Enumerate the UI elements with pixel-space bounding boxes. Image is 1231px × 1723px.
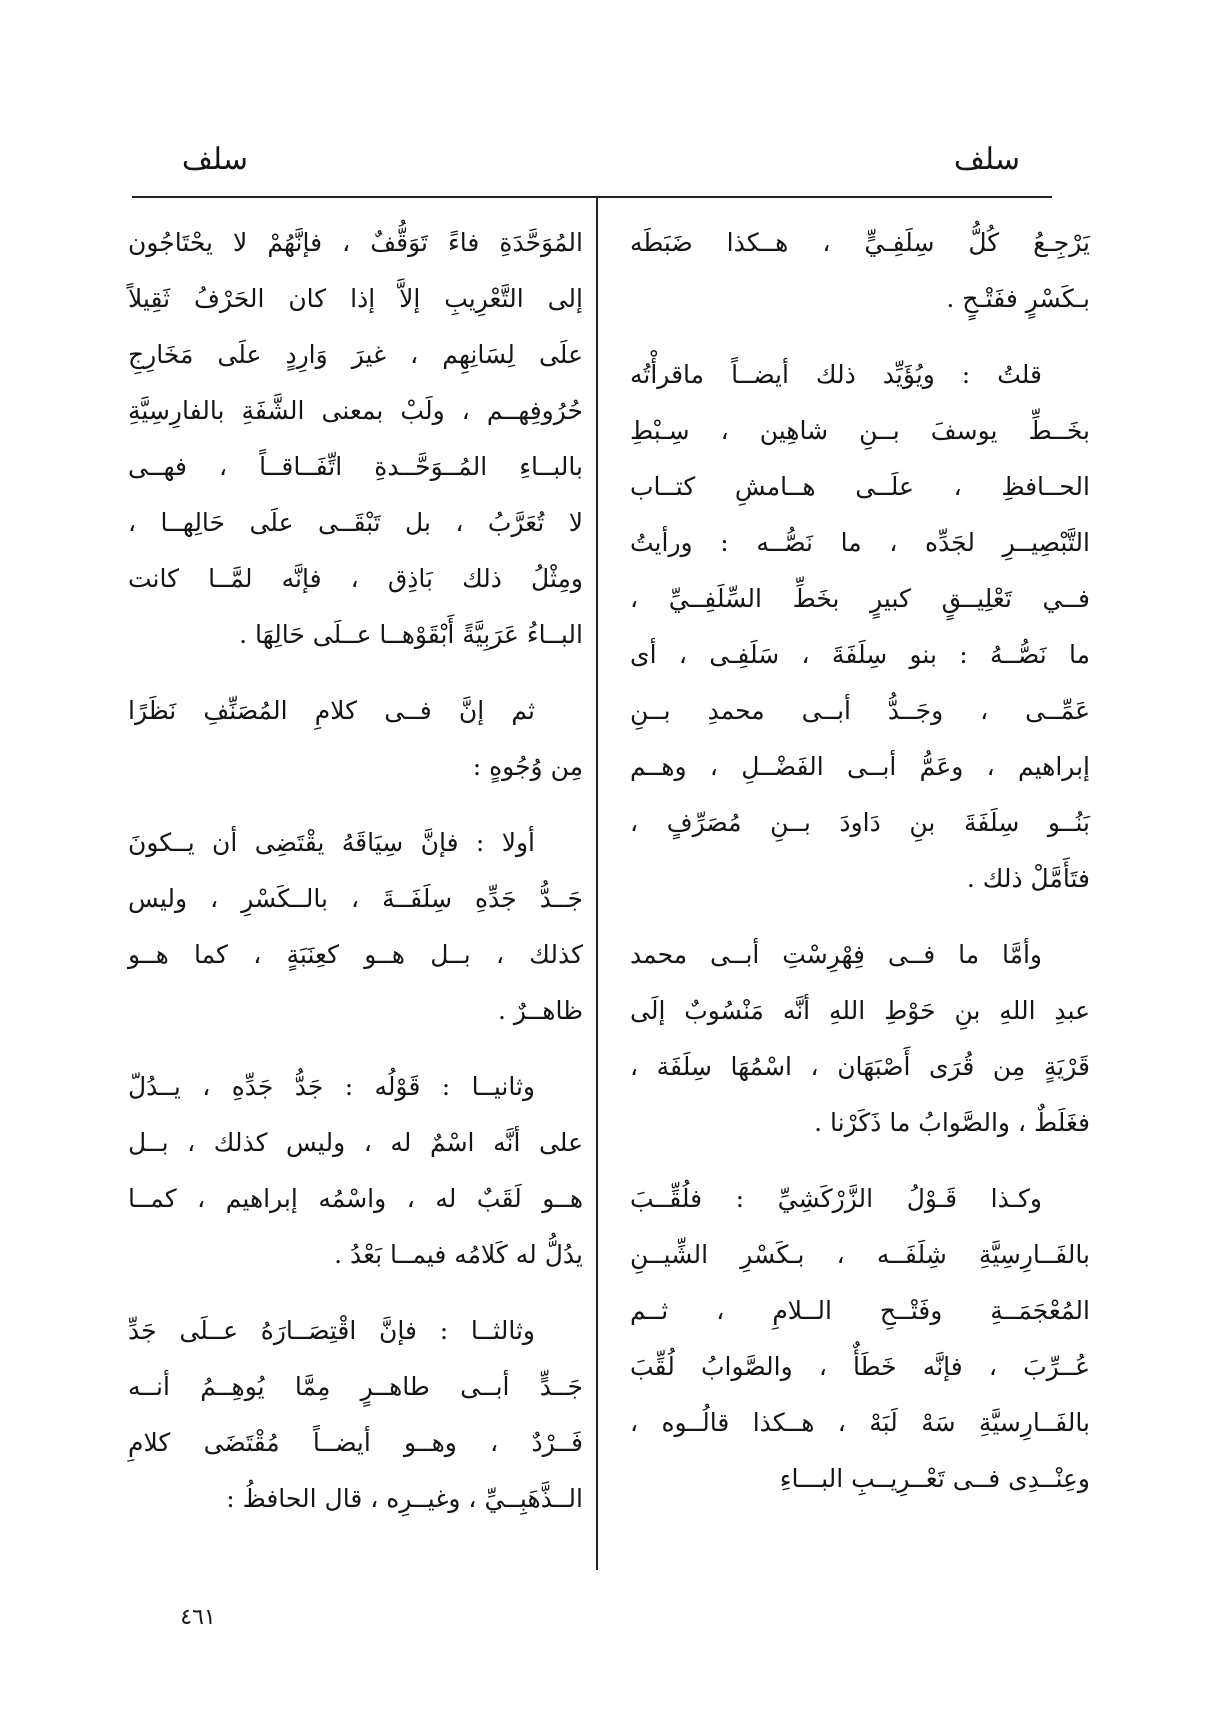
paragraph — [128, 215, 583, 663]
text-line: فغَلَطٌ ، والصَّوابُ ما ذَكَرْنا . — [814, 1108, 1090, 1137]
text-line: ما نَصُّــهُ : بنو سِلَفَةَ ، سَلَفِـى ، أى — [630, 640, 1090, 669]
paragraph — [630, 1171, 1090, 1507]
text-line: بالفَــارِسِيَّةِ شِلَفَــه ، بـكَسْرِ الشِّيــنِ — [630, 1240, 1090, 1269]
text-line: قلتُ : ويُؤَيِّد ذلك أيضــاً ماقرأْتُه — [630, 360, 1042, 389]
text-line: المُعْجَمَــةِ وفَتْــحِ الــلامِ ، ثــم — [630, 1296, 1090, 1325]
text-line: بالفَــارِسيَّةِ سَهْ لَبَهْ ، هــكذا قالُــوه ، — [630, 1408, 1090, 1437]
text-line: وثانيــا : قَوْلُه : جَدُّ جَدِّهِ ، يــدُلّ — [128, 1072, 535, 1101]
text-line: وأمَّا ما فــى فِهْرِسْتِ أبــى محمد — [630, 940, 1042, 969]
text-line: الحــافظِ ، علَــى هــامشِ كتــاب — [630, 472, 1090, 501]
text-line: البــاءُ عَرَبِيَّةً أَبْقَوْهــا عــلَى حَالِهَا . — [239, 620, 583, 649]
running-head-right: سلف — [953, 142, 1020, 177]
text-line: وثالثــا : فإنَّ اقْتِصَــارَهُ عــلَى جَدِّ — [128, 1316, 535, 1345]
paragraph — [630, 215, 1090, 327]
column-divider — [596, 198, 598, 1570]
text-line: فــي تَعْلِيــقٍ كبيرٍ بخَطِّ السِّلَفِــيِّ ، — [630, 584, 1090, 613]
paragraph — [630, 927, 1090, 1151]
text-line: بالبــاءِ المُــوَحَّــدةِ اتِّفَــاقــاً ، فهــى — [128, 452, 583, 481]
paragraph — [630, 347, 1090, 907]
text-line: وكـذا قَـوْلُ الزَّرْكَشِيِّ : فلُقِّــبَ — [630, 1184, 1042, 1213]
text-line: كذلك ، بــل هــو كعِنَبَةٍ ، كما هــو — [128, 940, 583, 969]
text-line: بـكَسْرٍ ففَتْـحٍ . — [946, 284, 1090, 313]
text-line: أولا : فإنَّ سِيَاقَهُ يقْتَضِى أن يــكونَ — [128, 828, 535, 857]
text-line: عُــرِّبَ ، فإنَّه خَطَأٌ ، والصَّوابُ لُقِّبَ — [630, 1352, 1090, 1381]
paragraph — [128, 1059, 583, 1283]
text-line: بخَــطِّ يوسفَ بــنِ شاهِين ، سِـبْطِ — [630, 416, 1090, 445]
text-line: الــذَّهَبِــيِّ ، وغيــرِه ، قال الحافظُ : — [226, 1484, 583, 1513]
text-line: التَّبْصِيــرِ لجَدِّه ، ما نَصُّــه : ورأيتُ — [630, 528, 1090, 557]
text-line: جَــدٍّ أبــى طاهــرٍ مِمَّا يُوهِــمُ أنــه — [128, 1372, 583, 1401]
text-line: ومِثْلُ ذلك بَاذِق ، فإنَّه لمَّــا كانت — [128, 564, 583, 593]
running-head-left: سلف — [181, 142, 248, 177]
paragraph — [128, 683, 583, 795]
text-line: فَــرْدٌ ، وهــو أيضــاً مُقْتَضَى كلامِ — [128, 1428, 583, 1457]
text-line: لا تُعَرَّبُ ، بل تَبْقَــى علَى حَالِهــا ، — [128, 508, 583, 537]
text-line: المُوَحَّدَةِ فاءً تَوَقُّفٌ ، فإنَّهُمْ لا يحْتَاجُون — [128, 228, 583, 257]
text-line: وعِنْــدِى فــى تَعْــرِيــبِ البـــاءِ — [779, 1464, 1090, 1493]
text-line: على أنَّه اسْمٌ له ، وليس كذلك ، بــل — [128, 1128, 583, 1157]
text-line: عبدِ اللهِ بنِ حَوْطِ اللهِ أنَّه مَنْسُوبٌ إلَى — [630, 996, 1090, 1025]
paragraph — [128, 815, 583, 1039]
page-number: ٤٦١ — [180, 1605, 216, 1630]
text-line: جَــدُّ جَدِّهِ سِلَفَــةَ ، بالــكَسْرِ ، وليس — [128, 884, 583, 913]
text-line: فتَأَمَّلْ ذلك . — [966, 864, 1090, 893]
text-line: هــو لَقَبٌ له ، واسْمُه إبراهيم ، كمــا — [128, 1184, 583, 1213]
text-line: إلى التَّعْرِيبِ إلاَّ إذا كان الحَرْفُ ثَقِيلاً — [128, 284, 583, 313]
text-line: عَمِّــى ، وجَــدُّ أبــى محمدِ بــنِ — [630, 696, 1090, 725]
text-line: ثم إنَّ فــى كلامِ المُصَنِّفِ نَظَرًا — [128, 696, 535, 725]
text-line: إبراهيم ، وعَمُّ أبــى الفَضْــلِ ، وهــم — [630, 752, 1090, 781]
text-line: يَرْجِـعُ كُلُّ سِلَفِـيٍّ ، هــكذا ضَبَطَه — [630, 228, 1090, 257]
header-rule — [132, 196, 1052, 198]
text-line: مِن وُجُوهٍ : — [472, 752, 583, 781]
text-line: بَنُــو سِلَفَةَ بنِ دَاودَ بــنِ مُصَرِّفٍ ، — [630, 808, 1090, 837]
text-line: قَرْيَةٍ مِن قُرَى أَصْبَهَان ، اسْمُهَا سِلَفَة ، — [630, 1052, 1090, 1081]
paragraph — [128, 1303, 583, 1527]
left-column — [128, 215, 583, 1547]
right-column — [630, 215, 1090, 1527]
text-line: علَى لِسَانِهِم ، غيرَ وَارِدٍ علَى مَخَارِجِ — [128, 340, 583, 369]
text-line: يدُلُّ له كَلامُه فيمــا بَعْدُ . — [334, 1240, 583, 1269]
text-line: ظاهــرٌ . — [497, 996, 583, 1025]
text-line: حُرُوفِهــم ، ولَبْ بمعنى الشَّفَةِ بالفارِسِيَّةِ — [128, 396, 583, 425]
